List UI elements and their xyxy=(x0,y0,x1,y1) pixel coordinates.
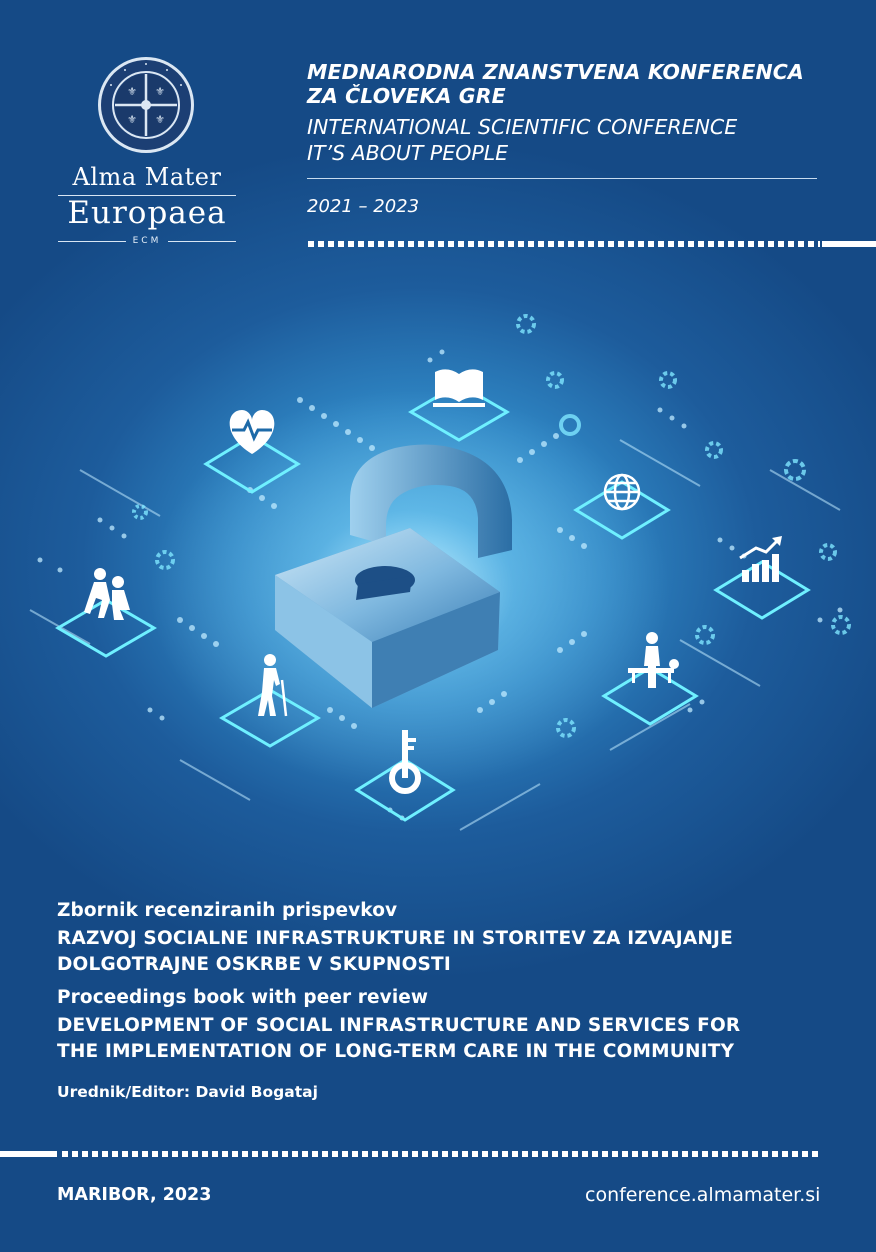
book-title-en-line1: DEVELOPMENT OF SOCIAL INFRASTRUCTURE AND SERVICES FOR xyxy=(57,1015,741,1036)
book-title-en-line2: THE IMPLEMENTATION OF LONG-TERM CARE IN THE COMMUNITY xyxy=(57,1041,735,1062)
svg-text:⚜: ⚜ xyxy=(155,85,165,98)
book-title-sl-line1: RAZVOJ SOCIALNE INFRASTRUKTURE IN STORITEV ZA IZVAJANJE xyxy=(57,928,733,949)
book-type-sl: Zbornik recenziranih prispevkov xyxy=(57,900,398,921)
university-seal-icon xyxy=(96,55,196,155)
conference-title-en-line1: INTERNATIONAL SCIENTIFIC CONFERENCE xyxy=(307,115,738,139)
logo-name-line1: Alma Mater xyxy=(72,163,222,191)
publication-place-year: MARIBOR, 2023 xyxy=(57,1185,212,1205)
dancing-couple-icon xyxy=(84,568,130,620)
dash-rule-bottom xyxy=(0,1151,57,1157)
conference-url-link[interactable]: conference.almamater.si xyxy=(585,1184,821,1206)
conference-title-sl-line1: MEDNARODNA ZNANSTVENA KONFERENCA xyxy=(307,60,804,84)
svg-text:⚜: ⚜ xyxy=(127,113,137,126)
alma-mater-logo xyxy=(56,55,238,255)
book-title-sl-line2: DOLGOTRAJNE OSKRBE V SKUPNOSTI xyxy=(57,954,451,975)
dash-rule-top xyxy=(822,241,876,247)
growth-chart-icon xyxy=(740,536,782,582)
book-editor: Urednik/Editor: David Bogataj xyxy=(57,1083,318,1101)
logo-ecm: ECM xyxy=(132,236,162,246)
tile-couple xyxy=(58,568,154,656)
security-network-illustration xyxy=(0,290,876,890)
svg-text:⚜: ⚜ xyxy=(127,85,137,98)
conference-title-sl-line2: ZA ČLOVEKA GRE xyxy=(307,84,506,108)
conference-title-sl xyxy=(307,60,804,108)
svg-text:⚜: ⚜ xyxy=(155,113,165,126)
conference-title-en xyxy=(307,114,737,166)
conference-years: 2021 – 2023 xyxy=(307,196,420,217)
logo-name-line2: Europaea xyxy=(67,195,227,231)
book-type-en: Proceedings book with peer review xyxy=(57,987,429,1008)
header-divider xyxy=(307,178,817,179)
conference-title-en-line2: IT’S ABOUT PEOPLE xyxy=(307,141,509,165)
dotted-rule-top xyxy=(308,241,820,247)
dotted-rule-bottom xyxy=(62,1151,822,1157)
